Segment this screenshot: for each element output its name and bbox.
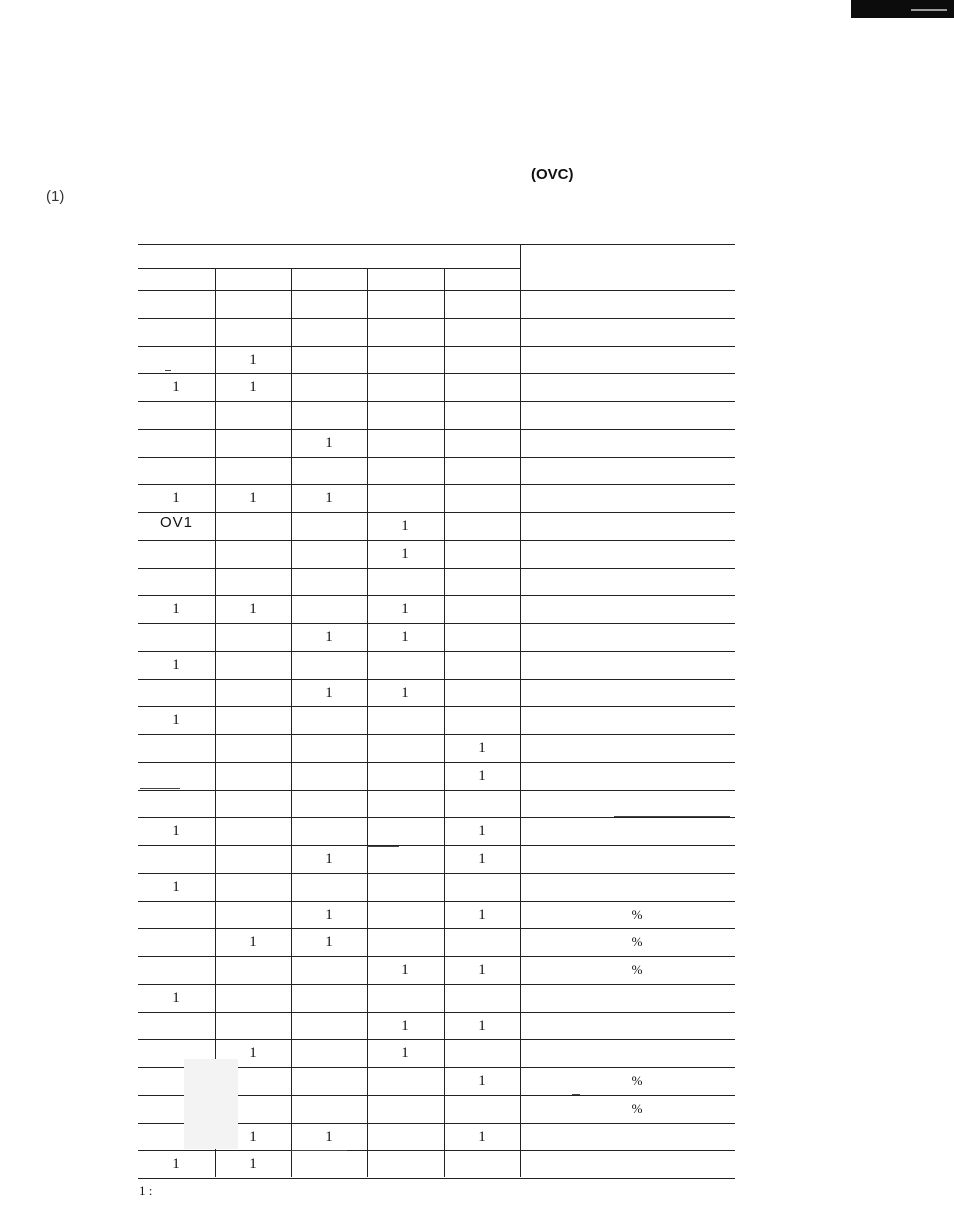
table-cell: 1 [249, 490, 257, 506]
table-cell: 1 [325, 629, 333, 645]
table-cell: 1 [325, 435, 333, 451]
table-cell: 1 [249, 601, 257, 617]
table-cell: 1 [478, 962, 486, 978]
ovc-heading: (OVC) [531, 166, 574, 183]
section-number: (1) [46, 188, 65, 205]
table-cell: 1 [249, 379, 257, 395]
table-cell: 1 [172, 990, 180, 1006]
footnote: 1 : [139, 1183, 153, 1198]
table-bottom-rule [138, 1178, 735, 1179]
table-cell: 1 [401, 685, 409, 701]
scan-speck [614, 816, 730, 817]
column-rule [291, 268, 292, 1177]
table-cell: 1 [249, 352, 257, 368]
table-cell: 1 [478, 1073, 486, 1089]
table-cell: 1 [172, 657, 180, 673]
table-cell: 1 [401, 546, 409, 562]
row-rule [138, 401, 735, 402]
column-rule [520, 244, 521, 1177]
table-cell: 1 [249, 1156, 257, 1172]
row-rule [138, 1012, 735, 1013]
table-cell: 1 [172, 490, 180, 506]
table-cell: 1 [478, 1129, 486, 1145]
row-rule [138, 457, 735, 458]
table-cell: 1 [478, 851, 486, 867]
row-rule [138, 1039, 735, 1040]
table-top-rule [138, 244, 735, 245]
row-rule [138, 845, 735, 846]
table-cell: 1 [401, 518, 409, 534]
row-rule [138, 512, 735, 513]
table-cell: 1 [478, 768, 486, 784]
scan-speck [367, 846, 399, 847]
row-rule [138, 901, 735, 902]
row-rule [138, 318, 735, 319]
percent-mark: % [631, 962, 643, 977]
row-rule [138, 568, 735, 569]
table-cell: 1 [172, 1156, 180, 1172]
table-cell: 1 [325, 907, 333, 923]
table-cell: 1 [478, 823, 486, 839]
table-cell: 1 [325, 685, 333, 701]
row-rule [138, 595, 735, 596]
table-cell: 1 [401, 962, 409, 978]
table-cell: 1 [249, 1045, 257, 1061]
row-rule [138, 706, 735, 707]
percent-mark: % [631, 907, 643, 922]
header-sub-rule [138, 268, 520, 269]
row-rule [138, 873, 735, 874]
row-rule [138, 346, 735, 347]
percent-mark: % [631, 934, 643, 949]
table-cell: 1 [325, 851, 333, 867]
table-cell: 1 [249, 934, 257, 950]
scan-speck [165, 370, 171, 371]
scan-speck [291, 1150, 347, 1151]
scan-smudge [184, 1059, 238, 1149]
table-cell: 1 [401, 1045, 409, 1061]
row-rule [138, 290, 735, 291]
table-cell: 1 [401, 1018, 409, 1034]
row-rule [138, 1150, 735, 1151]
row-rule [138, 734, 735, 735]
percent-mark: % [631, 1101, 643, 1116]
row-rule [138, 790, 735, 791]
header-ov1: OV1 [159, 514, 193, 531]
table-cell: 1 [325, 934, 333, 950]
table-cell: 1 [325, 490, 333, 506]
scan-speck [572, 1094, 580, 1095]
column-rule [444, 268, 445, 1177]
percent-mark: % [631, 1073, 643, 1088]
row-rule [138, 984, 735, 985]
row-rule [138, 373, 735, 374]
row-rule [138, 623, 735, 624]
table-cell: 1 [249, 1129, 257, 1145]
table-cell: 1 [325, 1129, 333, 1145]
table-cell: 1 [401, 629, 409, 645]
table-cell: 1 [401, 601, 409, 617]
table-cell: 1 [172, 712, 180, 728]
table-cell: 1 [478, 740, 486, 756]
row-rule [138, 651, 735, 652]
corner-black-bar [851, 0, 954, 18]
ov-signal-table [138, 244, 735, 1177]
row-rule [138, 956, 735, 957]
scan-speck [140, 788, 180, 789]
row-rule [138, 540, 735, 541]
table-cell: 1 [478, 1018, 486, 1034]
row-rule [138, 679, 735, 680]
table-cell: 1 [478, 907, 486, 923]
table-cell: 1 [172, 879, 180, 895]
column-rule [215, 268, 216, 1177]
table-cell: 1 [172, 601, 180, 617]
table-cell: 1 [172, 823, 180, 839]
row-rule [138, 928, 735, 929]
row-rule [138, 484, 735, 485]
column-rule [367, 268, 368, 1177]
table-cell: 1 [172, 379, 180, 395]
row-rule [138, 817, 735, 818]
row-rule [138, 429, 735, 430]
row-rule [138, 762, 735, 763]
